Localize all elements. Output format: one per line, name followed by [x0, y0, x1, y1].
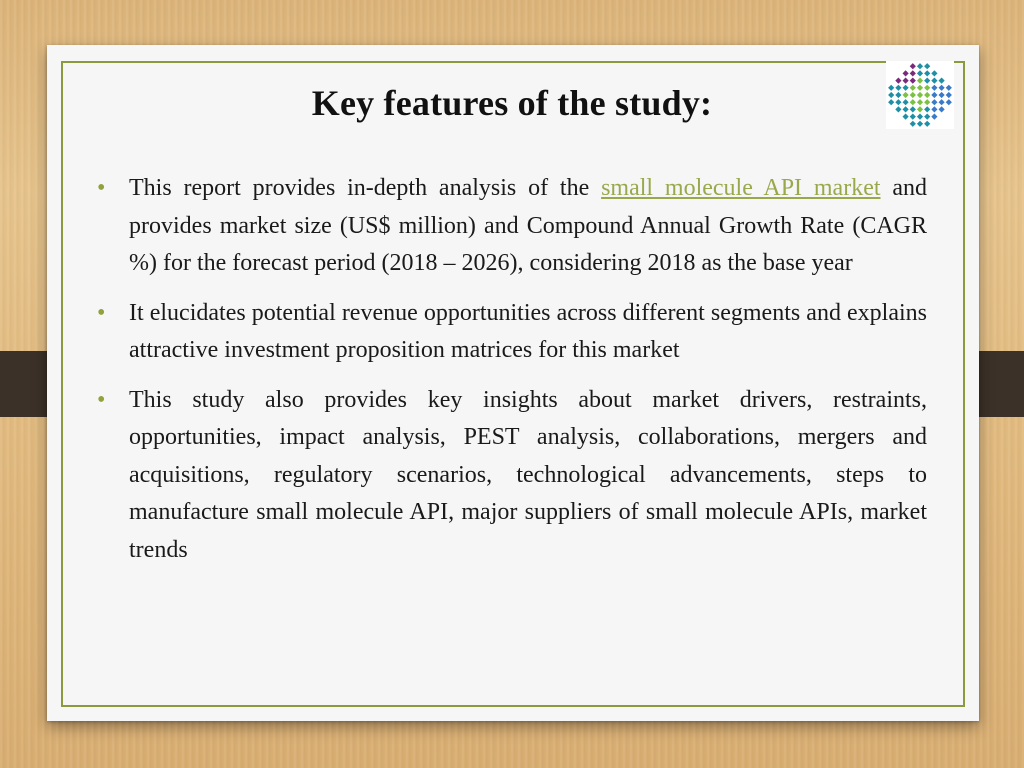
bullet-item: [97, 170, 927, 283]
slide-title: Key features of the study:: [311, 83, 713, 123]
bullet-item: [97, 295, 927, 370]
bullet-dot: •: [97, 299, 106, 326]
bullet-text-end: and provides market size (US$ million) and Compound Annual Growth Rate (CAGR %) for the forecast period (2018 – 2026), considering 2018 as the base year: [129, 175, 928, 276]
bullet-text: It elucidates potential revenue opportunities across different segments and explains attractive investment proposition matrices for this market: [129, 299, 927, 363]
bullet-item: [97, 382, 927, 570]
company-logo-icon: [886, 61, 954, 129]
bullet-dot: •: [97, 175, 106, 201]
bullet-dot: •: [97, 386, 106, 413]
bullet-list: [97, 170, 927, 581]
bullet-text: This study also provides key insights about market drivers, restraints, opportunities, impact analysis, PEST analysis, collaborations, mergers and acquisitions, regulatory scenarios, technological advancements, steps to manufacture small molecule API, major suppliers of small molecule APIs, market trends: [129, 386, 927, 563]
bullet-text-start: This report provides in-depth analysis of the: [129, 175, 602, 201]
small-molecule-api-market-link[interactable]: small molecule API market: [601, 175, 881, 201]
